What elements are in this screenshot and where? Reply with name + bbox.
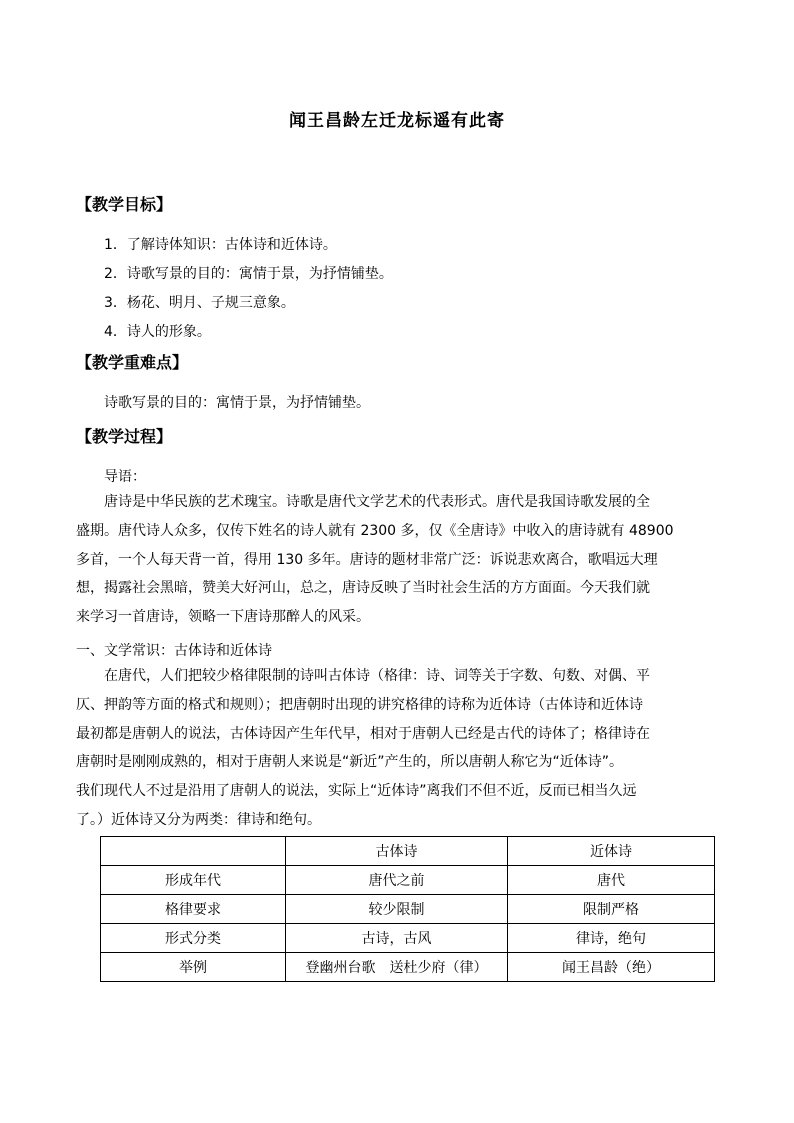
section-heading-literary: 一、文学常识：古体诗和近体诗 — [76, 643, 272, 659]
paragraph-line: 盛期。唐代诗人众多，仅传下姓名的诗人就有 2300 多，仅《全唐诗》中收入的唐诗就有 48900 — [76, 522, 674, 539]
process-heading: 【教学过程】 — [76, 427, 173, 446]
paragraph-line: 来学习一首唐诗，领略一下唐诗那醉人的风采。 — [76, 609, 370, 626]
table-cell: 登幽州台歌 送杜少府（律） — [286, 953, 508, 982]
table-cell: 形式分类 — [101, 924, 286, 953]
table-row — [101, 924, 715, 953]
paragraph-line: 了。）近体诗又分为两类：律诗和绝句。 — [76, 811, 321, 828]
table-cell: 举例 — [101, 953, 286, 982]
table-cell: 唐代之前 — [286, 866, 508, 895]
table-cell: 限制严格 — [508, 895, 715, 924]
table-cell: 较少限制 — [286, 895, 508, 924]
intro-label: 导语： — [104, 469, 146, 485]
literary-paragraph — [76, 662, 718, 835]
goals-heading: 【教学目标】 — [76, 195, 173, 214]
comparison-table — [100, 836, 715, 982]
table-header-cell — [101, 837, 286, 866]
table-header-cell: 近体诗 — [508, 837, 715, 866]
table-cell: 唐代 — [508, 866, 715, 895]
key-points-heading: 【教学重难点】 — [76, 353, 189, 372]
paragraph-line: 唐诗是中华民族的艺术瑰宝。诗歌是唐代文学艺术的代表形式。唐代是我国诗歌发展的全 — [104, 494, 650, 510]
table-header-cell: 古体诗 — [286, 837, 508, 866]
table-cell: 形成年代 — [101, 866, 286, 895]
table-row — [101, 866, 715, 895]
table-cell: 古诗，古风 — [286, 924, 508, 953]
paragraph-line: 最初都是唐朝人的说法，古体诗因产生年代早，相对于唐朝人已经是古代的诗体了；格律诗在 — [76, 725, 650, 742]
goal-item: 4．诗人的形象。 — [104, 324, 211, 340]
goal-item: 2．诗歌写景的目的：寓情于景，为抒情铺垫。 — [104, 266, 393, 282]
table-cell: 闻王昌龄（绝） — [508, 953, 715, 982]
table-row — [101, 895, 715, 924]
paragraph-line: 我们现代人不过是沿用了唐朝人的说法，实际上“近体诗”离我们不但不近，反而已相当久远 — [76, 783, 637, 800]
goal-item: 1．了解诗体知识：古体诗和近体诗。 — [104, 237, 337, 253]
key-points-text: 诗歌写景的目的：寓情于景，为抒情铺垫。 — [104, 395, 370, 411]
paragraph-line: 想，揭露社会黑暗，赞美大好河山，总之，唐诗反映了当时社会生活的方方面面。今天我们就 — [76, 580, 650, 597]
intro-paragraph — [76, 488, 718, 632]
table-row — [101, 953, 715, 982]
paragraph-line: 唐朝时是刚刚成熟的，相对于唐朝人来说是“新近”产生的，所以唐朝人称它为“近体诗”。 — [76, 754, 624, 771]
table-header-row — [101, 837, 715, 866]
table-cell: 格律要求 — [101, 895, 286, 924]
paragraph-line: 仄、押韵等方面的格式和规则）；把唐朝时出现的讲究格律的诗称为近体诗（古体诗和近体诗 — [76, 696, 643, 713]
table-cell: 律诗，绝句 — [508, 924, 715, 953]
goal-item: 3．杨花、明月、子规三意象。 — [104, 295, 295, 311]
paragraph-line: 在唐代，人们把较少格律限制的诗叫古体诗（格律：诗、词等关于字数、句数、对偶、平 — [104, 668, 650, 684]
page-title: 闻王昌龄左迁龙标遥有此寄 — [289, 111, 505, 131]
paragraph-line: 多首，一个人每天背一首，得用 130 多年。唐诗的题材非常广泛：诉说悲欢离合，歌唱远大理 — [76, 551, 658, 568]
